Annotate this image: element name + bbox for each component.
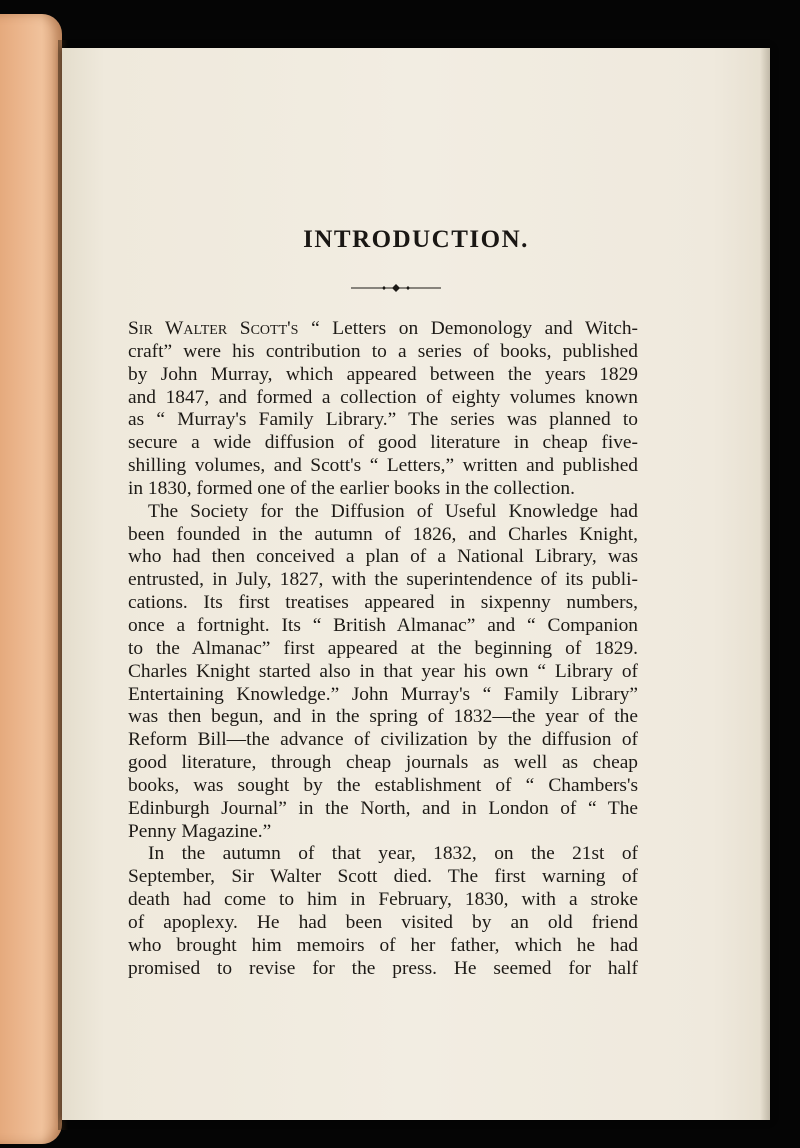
text-line: once a fortnight. Its “ British Almanac” and “ Companion: [128, 614, 638, 636]
text-line: books, was sought by the establishment of “ Chambers's: [128, 774, 638, 796]
text-line: Penny Magazine.”: [128, 820, 272, 842]
text-line: The Society for the Diffusion of Useful Knowledge had: [148, 500, 638, 522]
text-line: of apoplexy. He had been visited by an old friend: [128, 911, 638, 933]
text-line: who brought him memoirs of her father, which he had: [128, 934, 638, 956]
text-line: Entertaining Knowledge.” John Murray's “ Family Library”: [128, 683, 638, 705]
title-ornament: [351, 283, 441, 293]
text-line: Edinburgh Journal” in the North, and in London of “ The: [128, 797, 638, 819]
text-line: Sir Walter Scott's “ Letters on Demonology and Witch-: [128, 318, 638, 339]
text-line: Charles Knight started also in that year his own “ Library of: [128, 660, 638, 682]
text-line: secure a wide diffusion of good literature in cheap five-: [128, 432, 638, 454]
text-line: September, Sir Walter Scott died. The first warning of: [128, 866, 638, 888]
text-line: In the autumn of that year, 1832, on the 21st of: [148, 843, 638, 865]
text-line: entrusted, in July, 1827, with the superintendence of its publi-: [128, 569, 638, 591]
text-line: and 1847, and formed a collection of eighty volumes known: [128, 386, 638, 408]
text-line: cations. Its first treatises appeared in sixpenny numbers,: [128, 592, 638, 614]
text-line: in 1830, formed one of the earlier books in the collection.: [128, 477, 575, 499]
left-page-edge: [0, 14, 62, 1144]
text-line: been founded in the autumn of 1826, and Charles Knight,: [128, 523, 638, 545]
body-text: [128, 318, 638, 980]
text-line: was then begun, and in the spring of 1832—the year of the: [128, 706, 638, 728]
text-line: who had then conceived a plan of a National Library, was: [128, 546, 638, 568]
chapter-title: INTRODUCTION.: [303, 226, 529, 253]
text-line: Reform Bill—the advance of civilization by the diffusion of: [128, 729, 638, 751]
text-line: promised to revise for the press. He seemed for half: [128, 957, 638, 979]
text-line: to the Almanac” first appeared at the beginning of 1829.: [128, 637, 638, 659]
text-line: death had come to him in February, 1830, with a stroke: [128, 889, 638, 911]
text-line: shilling volumes, and Scott's “ Letters,” written and published: [128, 455, 638, 477]
text-line: by John Murray, which appeared between the years 1829: [128, 363, 638, 385]
lead-small-caps: Sir Walter Scott's: [128, 318, 299, 339]
text-line: craft” were his contribution to a series of books, published: [128, 340, 638, 362]
text-line: as “ Murray's Family Library.” The series was planned to: [128, 409, 638, 431]
text-line: good literature, through cheap journals as well as cheap: [128, 752, 638, 774]
